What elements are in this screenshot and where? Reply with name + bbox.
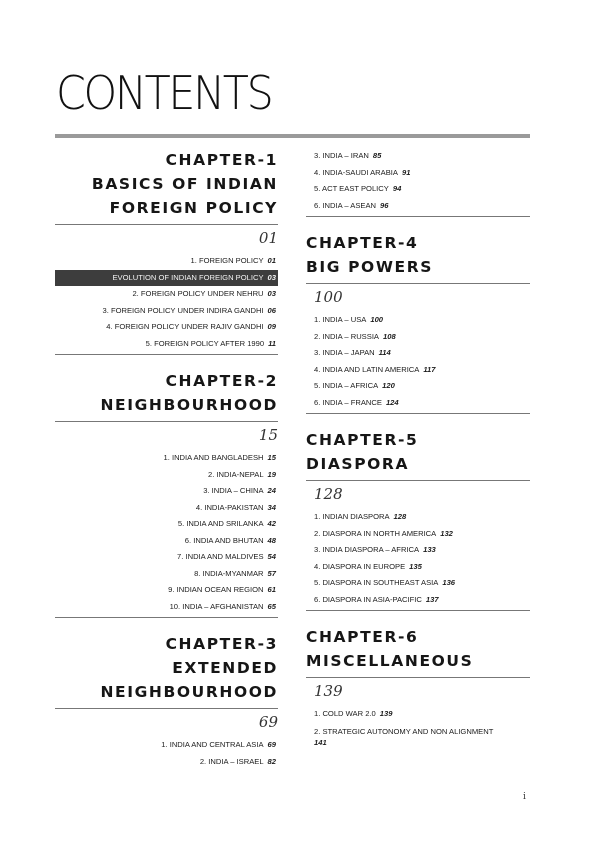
topic-entry[interactable]	[306, 706, 530, 723]
chapter-label: CHAPTER-5	[306, 431, 419, 449]
topic-page: 108	[383, 331, 396, 341]
topic-page: 139	[379, 709, 393, 718]
topic-page: 141	[314, 737, 327, 747]
topic-page: 57	[267, 568, 276, 578]
topic-entry[interactable]	[55, 450, 278, 467]
section-rule	[55, 617, 278, 618]
topic-label: 2. INDIA – ISRAEL	[199, 756, 264, 766]
chapter-6-title	[306, 625, 530, 673]
topic-label: 2. INDIA – RUSSIA	[314, 331, 379, 341]
topic-page: 11	[268, 338, 276, 348]
topic-page: 03	[267, 289, 276, 298]
section-rule	[306, 413, 530, 414]
topic-page: 117	[423, 364, 436, 374]
topic-page: 65	[267, 601, 276, 611]
topic-page: 100	[370, 315, 384, 324]
topic-page: 128	[393, 512, 407, 521]
chapter-start-page: 69	[258, 713, 278, 731]
topic-entry[interactable]	[55, 582, 278, 599]
topic-label: 8. INDIA-MYANMAR	[194, 568, 264, 578]
title-divider	[55, 134, 530, 138]
topic-entry[interactable]	[55, 533, 278, 550]
topic-label: 1. INDIA AND BANGLADESH	[163, 453, 264, 462]
section-rule	[306, 216, 530, 217]
chapter-rule	[306, 677, 530, 678]
chapter-label: CHAPTER-6	[306, 628, 419, 646]
topic-page: 137	[425, 594, 439, 604]
topic-page: 135	[409, 561, 422, 571]
topic-entry[interactable]	[306, 575, 530, 592]
topic-page: 133	[423, 545, 436, 554]
chapter-name-line: DIASPORA	[306, 455, 410, 473]
topic-label: 4. INDIA-PAKISTAN	[195, 502, 264, 512]
chapter-name-line: MISCELLANEOUS	[306, 652, 474, 670]
topic-label: 3. INDIA – IRAN	[314, 151, 369, 160]
topic-entry[interactable]	[306, 198, 530, 215]
topic-page: 124	[385, 397, 399, 407]
topic-page: 61	[267, 585, 276, 594]
topic-label: 2. FOREIGN POLICY UNDER NEHRU	[132, 289, 264, 298]
topic-list	[306, 706, 530, 751]
topic-page: 132	[440, 528, 453, 538]
topic-label: 3. INDIA DIASPORA – AFRICA	[314, 545, 420, 554]
topic-label: 6. DIASPORA IN ASIA-PACIFIC	[314, 594, 422, 604]
topic-page: 09	[267, 322, 276, 331]
topic-entry[interactable]	[55, 566, 278, 583]
topic-label: 6. INDIA AND BHUTAN	[184, 535, 264, 545]
topic-entry[interactable]	[55, 319, 278, 336]
topic-label: 1. INDIA – USA	[314, 315, 367, 324]
topic-label: 2. STRATEGIC AUTONOMY AND NON ALIGNMENT	[314, 726, 494, 736]
topic-entry[interactable]	[306, 592, 530, 609]
topic-page: 01	[267, 256, 276, 265]
topic-label: 3. INDIA – CHINA	[203, 486, 264, 495]
topic-label: 4. INDIA AND LATIN AMERICA	[314, 364, 420, 374]
topic-page: 34	[267, 502, 276, 512]
chapter-start-page: 100	[314, 288, 343, 306]
topic-label: 4. FOREIGN POLICY UNDER RAJIV GANDHI	[106, 322, 264, 331]
topic-entry[interactable]	[306, 329, 530, 346]
topic-entry[interactable]	[306, 542, 530, 559]
chapter-label: CHAPTER-2	[165, 372, 278, 390]
topic-label: 2. DIASPORA IN NORTH AMERICA	[314, 528, 437, 538]
topic-entry[interactable]	[306, 378, 530, 395]
topic-label: 3. FOREIGN POLICY UNDER INDIRA GANDHI	[102, 305, 264, 315]
topic-entry[interactable]	[306, 165, 530, 182]
topic-list	[55, 253, 278, 352]
chapter-name-line: EXTENDED	[172, 659, 278, 677]
chapter-rule	[306, 480, 530, 481]
topic-label: 5. DIASPORA IN SOUTHEAST ASIA	[314, 578, 439, 587]
topic-entry[interactable]	[55, 737, 278, 754]
topic-label: 9. INDIAN OCEAN REGION	[168, 585, 264, 594]
chapter-label: CHAPTER-3	[165, 635, 278, 653]
topic-entry[interactable]	[55, 500, 278, 517]
topic-label: 1. INDIAN DIASPORA	[314, 512, 390, 521]
topic-entry[interactable]	[306, 148, 530, 165]
page-number: i	[523, 792, 526, 802]
topic-list	[55, 450, 278, 615]
section-rule	[55, 354, 278, 355]
chapter-start-page: 15	[258, 426, 278, 444]
chapter-3	[55, 632, 278, 770]
topic-label: 6. INDIA – ASEAN	[314, 200, 377, 210]
topic-entry[interactable]	[55, 516, 278, 533]
chapter-label: CHAPTER-1	[165, 151, 278, 169]
topic-list	[306, 312, 530, 411]
chapter-start-page: 128	[314, 485, 343, 503]
toc-right-column	[306, 148, 530, 757]
topic-list	[306, 509, 530, 608]
topic-page: 91	[401, 167, 411, 177]
topic-page: 85	[372, 151, 382, 160]
topic-entry[interactable]	[55, 754, 278, 771]
topic-entry[interactable]	[55, 303, 278, 320]
chapter-rule	[306, 283, 530, 284]
topic-entry[interactable]	[306, 395, 530, 412]
topic-entry[interactable]	[55, 549, 278, 566]
chapter-name-line: NEIGHBOURHOOD	[100, 683, 278, 701]
topic-page: 82	[267, 756, 276, 766]
topic-page: 94	[392, 184, 402, 193]
chapter-name-line: NEIGHBOURHOOD	[100, 396, 278, 414]
topic-label: 2. INDIA-NEPAL	[207, 469, 264, 479]
topic-page: 06	[267, 305, 276, 315]
topic-label: EVOLUTION OF INDIAN FOREIGN POLICY	[112, 272, 264, 282]
chapter-1-title	[55, 148, 278, 220]
topic-label: 4. INDIA-SAUDI ARABIA	[314, 167, 398, 177]
chapter-4	[306, 231, 530, 414]
section-rule	[306, 610, 530, 611]
chapter-name-line: BASICS OF INDIAN	[91, 175, 278, 193]
topic-entry[interactable]	[306, 526, 530, 543]
chapter-rule	[55, 224, 278, 225]
topic-label: 3. INDIA – JAPAN	[314, 348, 375, 357]
chapter-6	[306, 625, 530, 751]
topic-entry[interactable]	[306, 181, 530, 198]
chapter-1	[55, 148, 278, 355]
topic-page: 19	[267, 469, 276, 479]
topic-label: 10. INDIA – AFGHANISTAN	[169, 601, 264, 611]
topic-page: 03	[267, 272, 276, 282]
topic-entry[interactable]	[306, 362, 530, 379]
topic-label: 1. COLD WAR 2.0	[314, 709, 376, 718]
chapter-4-title	[306, 231, 530, 279]
topic-entry[interactable]	[306, 345, 530, 362]
chapter-5-title	[306, 428, 530, 476]
chapter-2	[55, 369, 278, 618]
topic-entry[interactable]	[306, 509, 530, 526]
topic-entry[interactable]	[55, 253, 278, 270]
chapter-5	[306, 428, 530, 611]
topic-entry[interactable]	[55, 336, 278, 353]
chapter-rule	[55, 708, 278, 709]
topic-list-continued	[306, 148, 530, 214]
topic-page: 136	[442, 578, 456, 587]
topic-page: 120	[382, 381, 395, 390]
topic-list	[55, 737, 278, 770]
topic-page: 114	[378, 348, 391, 357]
topic-entry[interactable]	[306, 723, 530, 751]
topic-entry[interactable]	[306, 312, 530, 329]
page-title: CONTENTS	[56, 66, 272, 120]
chapter-3-title	[55, 632, 278, 704]
chapter-name-line: BIG POWERS	[306, 258, 434, 276]
topic-label: 5. FOREIGN POLICY AFTER 1990	[145, 338, 265, 348]
topic-page: 24	[267, 486, 276, 495]
chapter-start-page: 01	[258, 229, 278, 247]
topic-entry-highlighted[interactable]	[55, 270, 278, 287]
topic-label: 5. ACT EAST POLICY	[314, 184, 389, 193]
topic-entry[interactable]	[55, 483, 278, 500]
topic-page: 15	[267, 453, 276, 462]
chapter-rule	[55, 421, 278, 422]
topic-label: 1. FOREIGN POLICY	[190, 256, 264, 265]
topic-entry[interactable]	[55, 599, 278, 616]
topic-label: 6. INDIA – FRANCE	[314, 397, 382, 407]
topic-entry[interactable]	[306, 559, 530, 576]
topic-label: 5. INDIA AND SRILANKA	[177, 519, 264, 528]
chapter-label: CHAPTER-4	[306, 234, 419, 252]
chapter-2-title	[55, 369, 278, 417]
topic-label: 1. INDIA AND CENTRAL ASIA	[161, 740, 264, 749]
chapter-start-page: 139	[314, 682, 343, 700]
topic-page: 69	[267, 740, 276, 749]
chapter-name-line: FOREIGN POLICY	[109, 199, 278, 217]
topic-page: 54	[267, 552, 276, 561]
topic-label: 5. INDIA – AFRICA	[314, 381, 379, 390]
topic-entry[interactable]	[55, 286, 278, 303]
topic-page: 48	[267, 535, 276, 545]
topic-entry[interactable]	[55, 467, 278, 484]
topic-label: 4. DIASPORA IN EUROPE	[314, 561, 406, 571]
topic-page: 42	[267, 519, 276, 528]
toc-left-column	[55, 148, 278, 776]
topic-label: 7. INDIA AND MALDIVES	[177, 552, 264, 561]
topic-page: 96	[380, 200, 389, 210]
